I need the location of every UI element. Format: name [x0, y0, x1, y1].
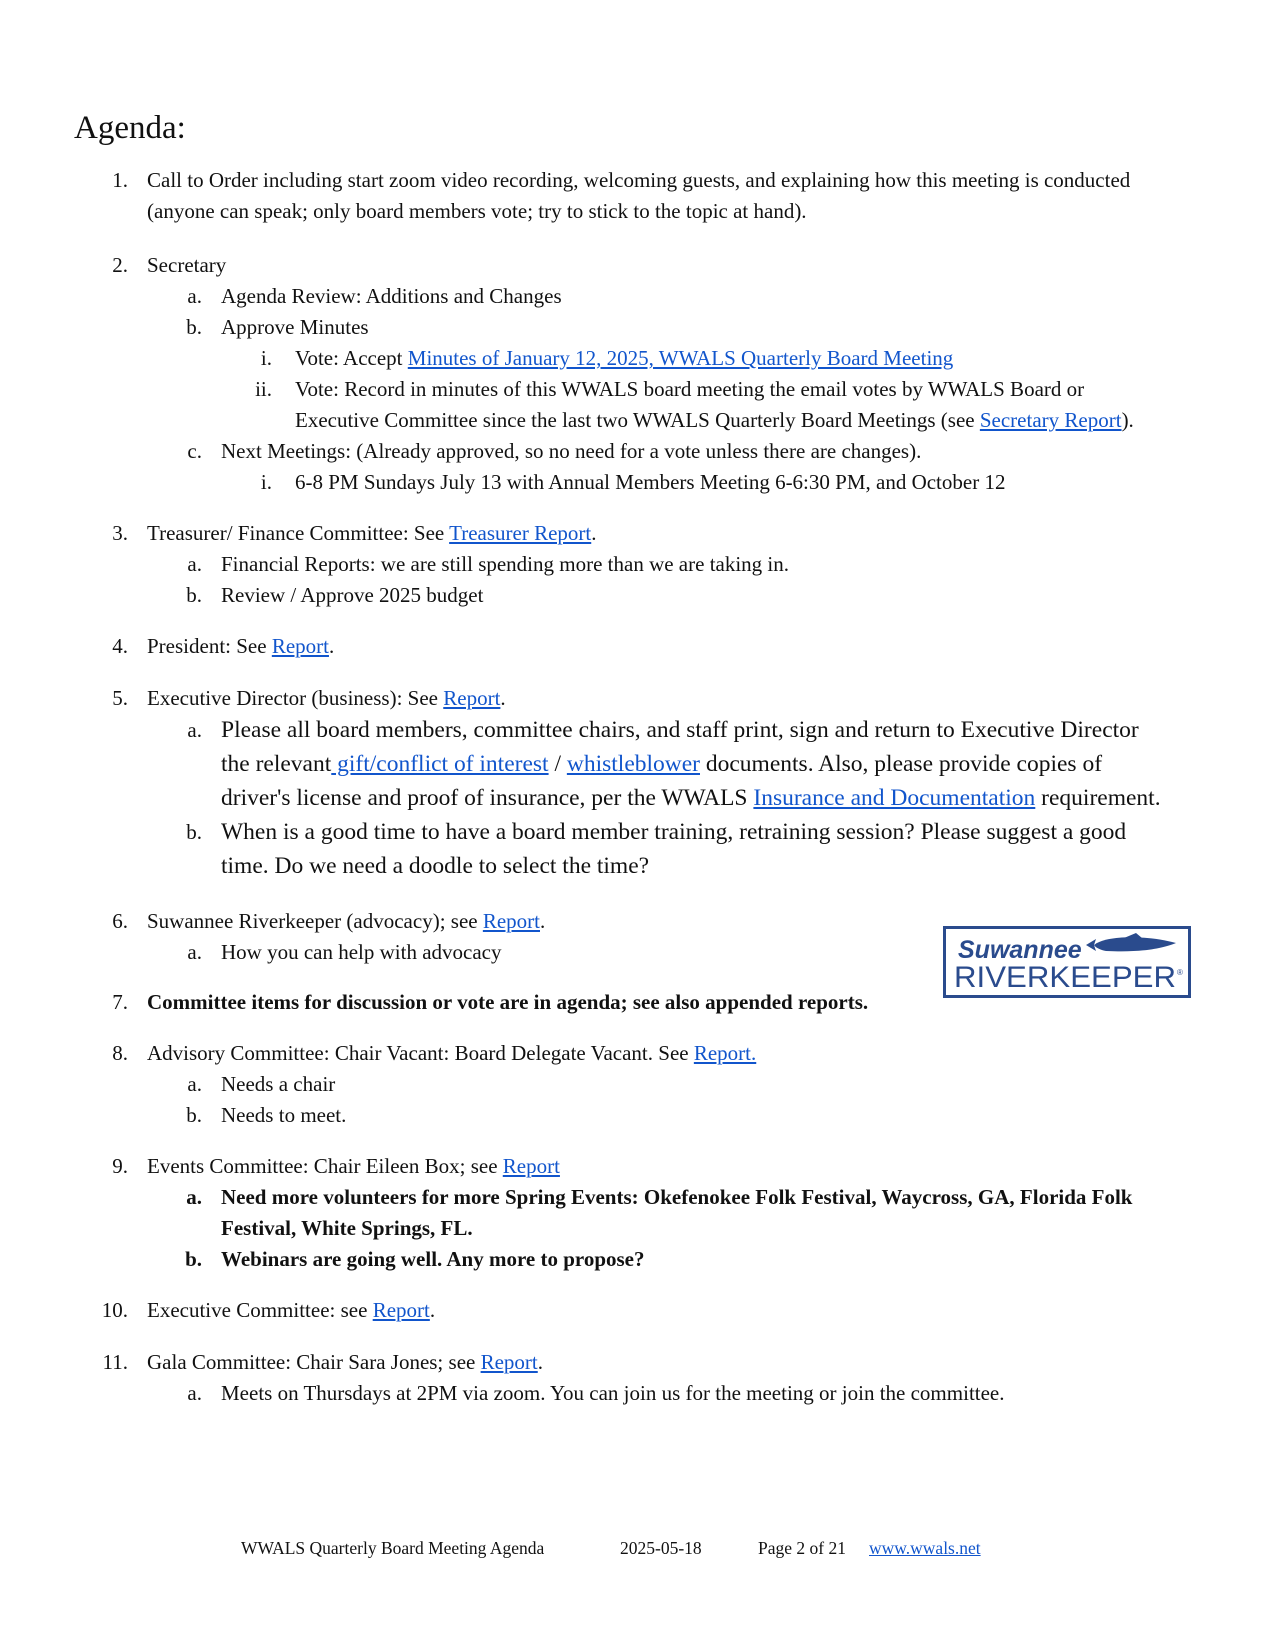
- whistleblower-link[interactable]: whistleblower: [566, 751, 700, 777]
- item-text: Advisory Committee: Chair Vacant: Board Delegate Vacant. See: [147, 1041, 694, 1065]
- footer-page-number: Page 2 of 21: [758, 1538, 846, 1558]
- item-text: Events Committee: Chair Eileen Box; see: [147, 1154, 503, 1178]
- page-title: Agenda:: [74, 110, 186, 146]
- sub-number: b.: [186, 820, 202, 844]
- sub-number: c.: [187, 439, 202, 463]
- sub-text-suffix: requirement.: [1035, 785, 1161, 811]
- registered-mark: ®: [1177, 968, 1183, 977]
- executive-committee-report-link[interactable]: Report: [372, 1298, 430, 1322]
- treasurer-report-link[interactable]: Treasurer Report: [449, 521, 592, 545]
- events-report-link[interactable]: Report: [502, 1154, 560, 1178]
- sub-text-cont: driver's license and proof of insurance, per the WWALS: [221, 785, 754, 811]
- roman-text: Vote: Accept: [295, 346, 408, 370]
- sub-number: a.: [187, 552, 202, 576]
- gala-report-link[interactable]: Report: [480, 1350, 538, 1374]
- sub-text: Review / Approve 2025 budget: [221, 583, 484, 607]
- suwannee-riverkeeper-logo: [943, 926, 1191, 998]
- item-number: 11.: [102, 1350, 128, 1374]
- sub-number: a.: [187, 940, 202, 964]
- insurance-documentation-link[interactable]: Insurance and Documentation: [753, 785, 1036, 811]
- item-text: Executive Director (business): See: [147, 686, 444, 710]
- item-number: 8.: [112, 1041, 128, 1065]
- item-number: 7.: [112, 990, 128, 1014]
- sub-number: b.: [185, 1247, 202, 1271]
- footer-doc-title: WWALS Quarterly Board Meeting Agenda: [241, 1538, 545, 1558]
- footer-website-link[interactable]: www.wwals.net: [869, 1538, 981, 1558]
- item-suffix: .: [500, 686, 506, 710]
- item-text: Suwannee Riverkeeper (advocacy); see: [147, 909, 483, 933]
- item-suffix: .: [429, 1298, 436, 1322]
- item-number: 5.: [112, 686, 128, 710]
- fish-icon: [1086, 933, 1176, 951]
- item-text: Committee items for discussion or vote are in agenda; see also appended reports.: [147, 990, 869, 1014]
- sub-text: Next Meetings: (Already approved, so no need for a vote unless there are changes).: [221, 439, 922, 463]
- sub-text: Agenda Review: Additions and Changes: [221, 284, 562, 308]
- footer-date: 2025-05-18: [620, 1538, 702, 1558]
- sub-text: Needs a chair: [221, 1072, 336, 1096]
- item-number: 9.: [112, 1154, 128, 1178]
- sub-text: Webinars are going well. Any more to propose?: [221, 1247, 645, 1271]
- item-suffix: .: [591, 521, 597, 545]
- sub-text: Meets on Thursdays at 2PM via zoom. You can join us for the meeting or join the committee.: [221, 1381, 1005, 1405]
- sub-number: a.: [187, 1381, 202, 1405]
- advisory-report-link[interactable]: Report.: [693, 1041, 757, 1065]
- roman-text: Vote: Record in minutes of this WWALS board meeting the email votes by WWALS Board or: [295, 377, 1085, 401]
- item-text-cont: (anyone can speak; only board members vote; try to stick to the topic at hand).: [147, 199, 807, 223]
- roman-number: ii.: [255, 377, 272, 401]
- sub-text: Financial Reports: we are still spending more than we are taking in.: [221, 552, 790, 576]
- item-number: 3.: [112, 521, 128, 545]
- sub-text-cont: the relevant: [221, 751, 332, 777]
- conflict-of-interest-link[interactable]: gift/conflict of interest: [331, 751, 549, 777]
- roman-text-cont: Executive Committee since the last two WWALS Quarterly Board Meetings (see: [295, 408, 980, 432]
- sub-text: Needs to meet.: [221, 1103, 347, 1127]
- sub-text: How you can help with advocacy: [221, 940, 502, 964]
- item-number: 4.: [112, 634, 128, 658]
- item-text: Call to Order including start zoom video recording, welcoming guests, and explaining how this meeting is conducted: [147, 168, 1131, 192]
- roman-number: i.: [260, 346, 272, 370]
- sub-number: a.: [187, 284, 202, 308]
- sub-number: b.: [186, 583, 202, 607]
- item-number: 1.: [112, 168, 128, 192]
- sub-text: Please all board members, committee chairs, and staff print, sign and return to Executive Director: [221, 717, 1139, 743]
- sub-number: a.: [187, 718, 202, 742]
- item-text: Treasurer/ Finance Committee: See: [147, 521, 450, 545]
- sub-number: b.: [186, 315, 202, 339]
- item-text: Gala Committee: Chair Sara Jones; see: [147, 1350, 481, 1374]
- logo-line1: Suwannee: [958, 936, 1082, 964]
- sub-text: Need more volunteers for more Spring Events: Okefenokee Folk Festival, Waycross, GA, Florida Folk: [221, 1185, 1133, 1209]
- item-number: 2.: [112, 253, 128, 277]
- item-number: 10.: [101, 1298, 128, 1322]
- sub-number: a.: [187, 1072, 202, 1096]
- executive-director-report-link[interactable]: Report: [443, 686, 501, 710]
- item-suffix: .: [537, 1350, 543, 1374]
- item-suffix: .: [540, 909, 546, 933]
- roman-text-suffix: ).: [1121, 408, 1134, 432]
- sub-number: a.: [186, 1185, 202, 1209]
- sub-text-cont: Festival, White Springs, FL.: [221, 1216, 473, 1240]
- item-text: Secretary: [147, 253, 227, 277]
- riverkeeper-report-link[interactable]: Report: [482, 909, 540, 933]
- item-suffix: .: [328, 634, 335, 658]
- roman-number: i.: [260, 470, 272, 494]
- logo-line2: RIVERKEEPER: [954, 961, 1176, 994]
- sub-number: b.: [186, 1103, 202, 1127]
- sub-text-cont: time. Do we need a doodle to select the time?: [221, 853, 650, 879]
- roman-text: 6-8 PM Sundays July 13 with Annual Members Meeting 6-6:30 PM, and October 12: [295, 470, 1006, 494]
- item-number: 6.: [112, 909, 128, 933]
- link-separator: /: [548, 751, 567, 777]
- president-report-link[interactable]: Report: [271, 634, 329, 658]
- sub-text-suffix: documents. Also, please provide copies of: [700, 751, 1103, 777]
- secretary-report-link[interactable]: Secretary Report: [979, 408, 1122, 432]
- minutes-link[interactable]: Minutes of January 12, 2025, WWALS Quarterly Board Meeting: [407, 346, 954, 370]
- sub-text: When is a good time to have a board member training, retraining session? Please suggest a good: [221, 819, 1127, 845]
- item-text: President: See: [147, 634, 272, 658]
- item-text: Executive Committee: see: [147, 1298, 373, 1322]
- sub-text: Approve Minutes: [221, 315, 369, 339]
